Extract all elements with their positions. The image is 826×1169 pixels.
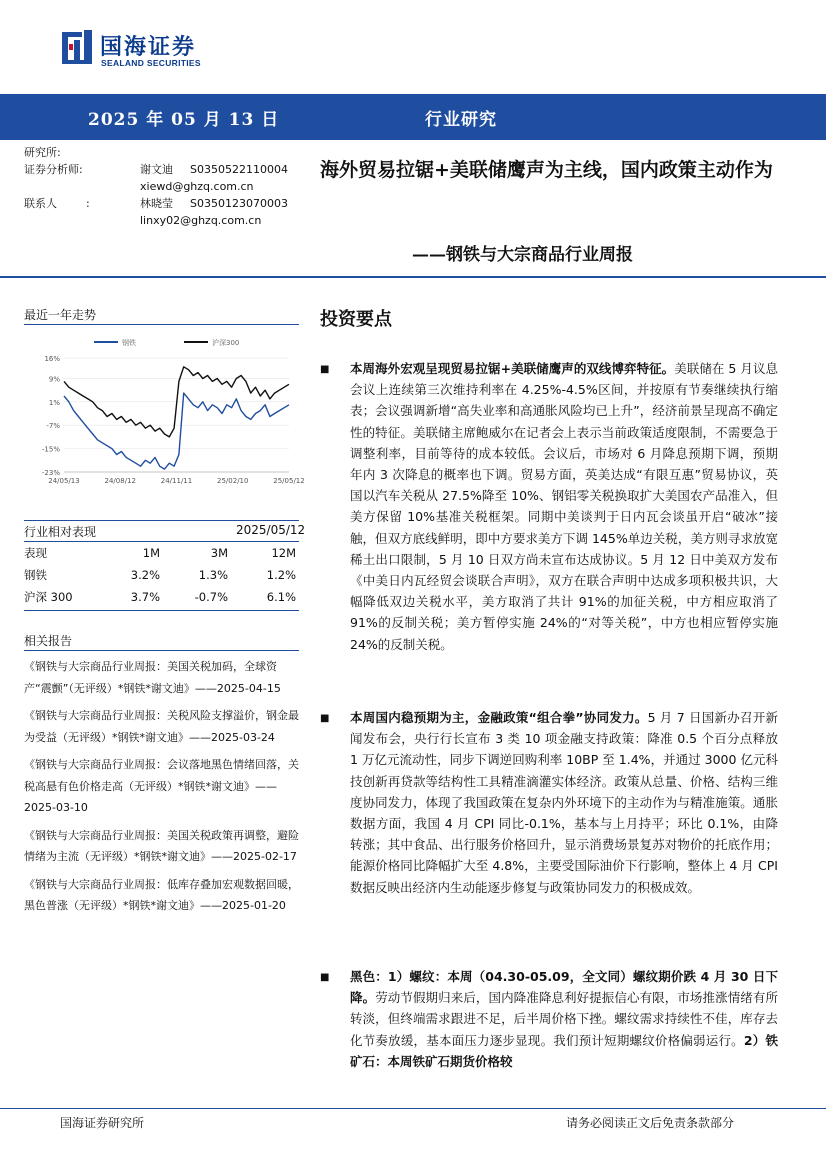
invest-paragraph-1 (350, 358, 778, 655)
x-tick-label: 24/11/11 (160, 477, 193, 485)
analyst-cert: S0350522110004 (190, 163, 288, 176)
y-tick-label: -15% (41, 445, 60, 454)
perf-bottom-divider (24, 610, 299, 611)
related-report-item[interactable]: 《钢铁与大宗商品行业周报：会议落地黑色情绪回落，关税高悬有色价格走高（无评级）*钢铁*谢文迪》——2025-03-10 (24, 758, 299, 814)
para-3-lead: 黑色：1）螺纹：本周（04.30-05.09，全文同）螺纹期价跌 4 月 30 日下降。 (350, 969, 778, 1006)
y-tick-label: -23% (41, 469, 60, 477)
perf-cell: 钢铁 (24, 568, 47, 582)
invest-paragraph-3 (350, 966, 778, 1076)
perf-cell: 6.1% (266, 590, 296, 604)
bullet-icon: ■ (320, 713, 330, 724)
chart-section-title: 最近一年走势 (24, 308, 97, 322)
perf-header-cell: 3M (210, 546, 228, 560)
logo-mark-icon (60, 28, 96, 68)
perf-cell: -0.7% (194, 590, 228, 604)
analyst-name: 谢文迪 (140, 163, 173, 176)
chart-legend (94, 338, 239, 347)
perf-cell: 沪深 300 (24, 590, 73, 604)
perf-top-divider (24, 520, 299, 521)
y-tick-label: -7% (46, 422, 60, 431)
contact-colon: : (86, 197, 90, 210)
footer-divider (0, 1108, 826, 1109)
x-tick-label: 24/08/12 (104, 477, 136, 485)
para-1-lead: 本周海外宏观呈现贸易拉锯+美联储鹰声的双线博弈特征。 (350, 361, 675, 376)
x-tick-label: 24/05/13 (48, 477, 80, 485)
logo-text-cn: 国海证券 (100, 34, 197, 60)
analyst-label: 证券分析师: (24, 163, 83, 176)
para-3-lead-2: 2）铁矿石：本周铁矿石期货价格较 (350, 1032, 778, 1069)
legend-label: 沪深300 (212, 339, 240, 347)
related-title: 相关报告 (24, 634, 73, 648)
report-subtitle: ——钢铁与大宗商品行业周报 (412, 245, 633, 265)
logo-text-en: SEALAND SECURITIES (101, 58, 201, 68)
bullet-icon: ■ (320, 364, 330, 375)
invest-paragraph-2 (350, 707, 778, 898)
related-report-item[interactable]: 《钢铁与大宗商品行业周报：美国关税政策再调整，避险情绪为主流（无评级）*钢铁*谢文迪》——2025-02-17 (24, 828, 299, 863)
chart-section-divider (24, 324, 299, 325)
related-divider (24, 650, 299, 651)
x-tick-label: 25/05/12 (273, 477, 305, 485)
perf-header-cell: 表现 (24, 546, 47, 560)
footer-right: 请务必阅读正文后免责条款部分 (566, 1116, 735, 1130)
y-tick-label: 16% (44, 355, 60, 363)
bullet-icon: ■ (320, 972, 330, 983)
perf-header-row (24, 542, 298, 564)
analyst-email[interactable]: xiewd@ghzq.com.cn (140, 180, 254, 193)
perf-row-steel (24, 564, 298, 586)
perf-header-cell: 1M (142, 546, 160, 560)
title-divider (0, 276, 826, 278)
para-2-lead: 本周国内稳预期为主，金融政策“组合拳”协同发力。 (350, 710, 648, 725)
research-label: 研究所: (24, 146, 61, 159)
contact-cert: S0350123070003 (190, 197, 288, 210)
report-title: 海外贸易拉锯+美联储鹰声为主线，国内政策主动作为 (320, 159, 773, 181)
y-tick-label: 9% (48, 375, 60, 384)
x-tick-label: 25/02/10 (217, 477, 249, 485)
perf-cell: 1.3% (198, 568, 228, 582)
perf-cell: 3.7% (130, 590, 160, 604)
related-reports-list (24, 656, 299, 917)
report-category: 行业研究 (425, 110, 497, 130)
perf-header-cell: 12M (271, 546, 296, 560)
related-report-item[interactable]: 《钢铁与大宗商品行业周报：美国关税加码，全球资产“震颤”（无评级）*钢铁*谢文迪》——2025-04-15 (24, 660, 281, 695)
contact-email[interactable]: linxy02@ghzq.com.cn (140, 214, 262, 227)
perf-date: 2025/05/12 (236, 523, 306, 537)
para-3-body: 劳动节假期归来后，国内降准降息利好提振信心有限，市场推涨情绪有所转淡，但终端需求跟进不足，后半周价格下挫。螺纹需求持续性不佳，库存去化节奏放缓，基本面压力逐步显现。我们预计短期螺纹价格偏弱运行。 (350, 990, 778, 1048)
related-report-item[interactable]: 《钢铁与大宗商品行业周报：低库存叠加宏观数据回暖，黑色普涨（无评级）*钢铁*谢文迪》——2025-01-20 (24, 877, 299, 912)
legend-label: 钢铁 (122, 339, 136, 347)
analyst-info (0, 144, 310, 244)
contact-name: 林晓莹 (140, 197, 173, 210)
invest-title: 投资要点 (320, 309, 392, 330)
perf-cell: 1.2% (266, 568, 296, 582)
para-1-body: 美联储在 5 月议息会议上连续第三次维持利率在 4.25%-4.5%区间，并按原有节奏继续执行缩表；会议强调新增“高失业率和高通胀风险均已上升”，经济前景呈现高不确定性的特征。美联储主席鲍威尔在记者会上表示当前政策适度限制，不需要急于调整利率，目前等待的成本较低。会议后，市场对 6 月降息预期下调，预期年内 3 次降息的概率也下调。贸易方面，英美达成“有限互惠”贸易协议，英国以汽车关税从 27.5%降至 10%、钢铝零关税换取扩大美国农产品准入，但美方保留 10%基准关税框架。同期中美谈判于日内瓦会谈虽开启“破冰”接触，但双方底线鲜明，即中方要求美方下调 145%单边关税，美方则寻求放宽稀土出口限制，5 月 10 日双方尚未宣布达成协议。5 月 12 日中美双方发布《中美日内瓦经贸会谈联合声明》，双方在联合声明中达成多项积极共识，大幅降低双边关税水平，美方取消了共计 91%的加征关税，中方相应取消了 91%的反制关税；美方暂停实施 24%的“对等关税”，中方也相应暂停实施 24%的反制关税。 (350, 361, 778, 652)
related-report-item[interactable]: 《钢铁与大宗商品行业周报：关税风险支撑溢价，钢金最为受益（无评级）*钢铁*谢文迪》——2025-03-24 (24, 709, 299, 744)
chart-series (64, 367, 289, 469)
contact-label: 联系人 (24, 197, 57, 210)
perf-title: 行业相对表现 (24, 525, 97, 539)
para-2-body: 5 月 7 日国新办召开新闻发布会，央行行长宣布 3 类 10 项金融支持政策：降准 0.5 个百分点释放 1 万亿元流动性，同步下调逆回购利率 10BP 至 1.4%，并通过 3000 亿元科技创新再贷款等结构性工具精准滴灌实体经济。政策从总量、价格、结构三维度协同发力，体现了我国政策在复杂内外环境下的主动作为与精准施策。通胀数据方面，我国 4 月 CPI 同比-0.1%，基本与上月持平；环比 0.1%，由降转涨；其中食品、出行服务价格回升，显示消费场景复苏对物价的托底作用；能源价格同比降幅扩大至 4.8%，主要受国际油价下行影响，整体上 4 月 CPI 数据反映出经济内生动能逐步修复与政策协同发力的积极成效。 (350, 710, 779, 895)
footer-left: 国海证券研究所 (60, 1116, 145, 1130)
perf-row-hs300 (24, 586, 298, 608)
perf-cell: 3.2% (130, 568, 160, 582)
trend-chart (24, 332, 305, 492)
report-date: 2025 年 05 月 13 日 (88, 110, 280, 130)
y-tick-label: 1% (48, 398, 60, 407)
